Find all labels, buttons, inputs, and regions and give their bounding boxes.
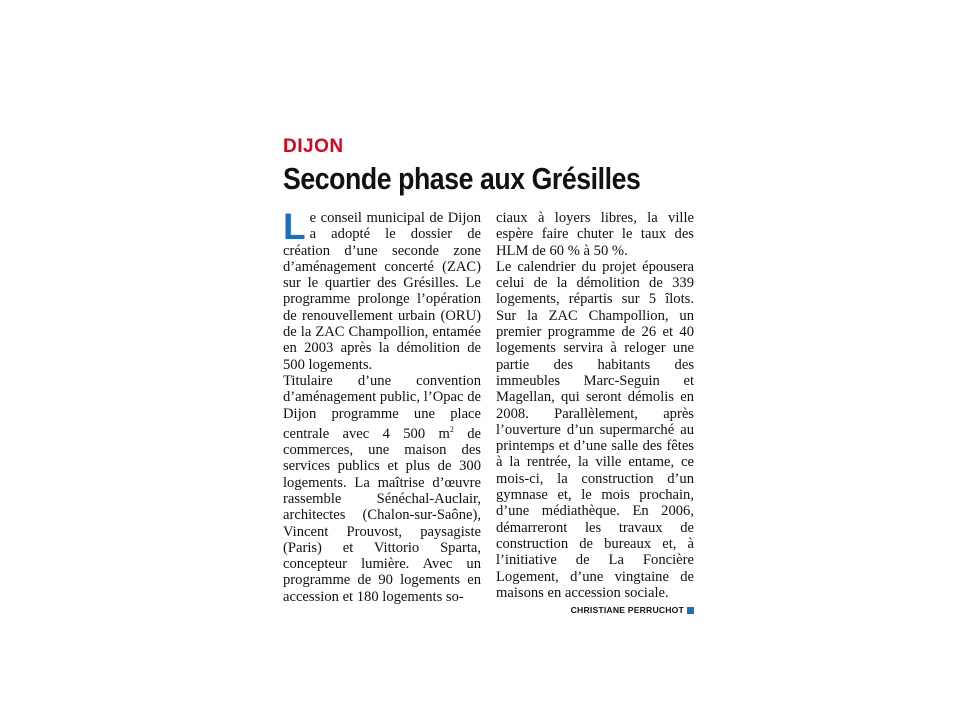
end-square-icon [687, 607, 694, 614]
paragraph-3: ciaux à loyers libres, la ville espère faire chuter le taux des HLM de 60 % à 50 %. [496, 210, 694, 259]
drop-cap: L [283, 206, 306, 247]
paragraph-2-text-b: de commerces, une maison des services publics et plus de 300 logements. La maîtrise d’œuvre rassemble Sénéchal-Auclair, architectes (Chalon-sur-Saône), Vincent Prouvost, paysagiste (Paris) et Vittorio Sparta, concepteur lumière. Avec un programme de 90 logements en accession et 180 logements so- [283, 425, 481, 605]
paragraph-1-text: e conseil municipal de Dijon a adopté le dossier de création d’une seconde zone d’aménagement concerté (ZAC) sur le quartier des Grésilles. Le programme prolonge l’opération de renouvellement urbain (ORU) de la ZAC Champollion, entamée en 2003 après la démolition de 500 logements. [283, 210, 481, 373]
paragraph-1 [283, 206, 481, 373]
paragraph-2-text-a: Titulaire d’une convention d’aménagement public, l’Opac de Dijon programme une place centrale avec 4 500 m [283, 372, 481, 442]
paragraph-2 [283, 373, 481, 605]
paragraph-4: Le calendrier du projet épousera celui de la démolition de 339 logements, répartis sur 5 îlots. Sur la ZAC Champollion, un premier programme de 26 et 40 logements servira à reloger une partie des habitants des immeubles Marc-Seguin et Magellan, qui seront démolis en 2008. Parallèlement, après l’ouverture d’un supermarché au printemps et d’une salle des fêtes à la rentrée, la ville entame, ce mois-ci, la construction d’un gymnase et, le mois prochain, d’une médiathèque. En 2006, démarreront les travaux de construction de bureaux et, à l’initiative de La Foncière Logement, d’une vingtaine de maisons en accession sociale. [496, 258, 694, 601]
byline-row [496, 602, 694, 618]
news-article [283, 136, 695, 616]
article-kicker: DIJON [283, 136, 344, 157]
article-headline: Seconde phase aux Grésilles [283, 161, 641, 196]
text-column-left [283, 206, 481, 605]
text-column-right [496, 210, 694, 618]
superscript-unit: 2 [449, 424, 454, 434]
article-body [283, 206, 695, 616]
byline: CHRISTIANE PERRUCHOT [570, 605, 684, 616]
